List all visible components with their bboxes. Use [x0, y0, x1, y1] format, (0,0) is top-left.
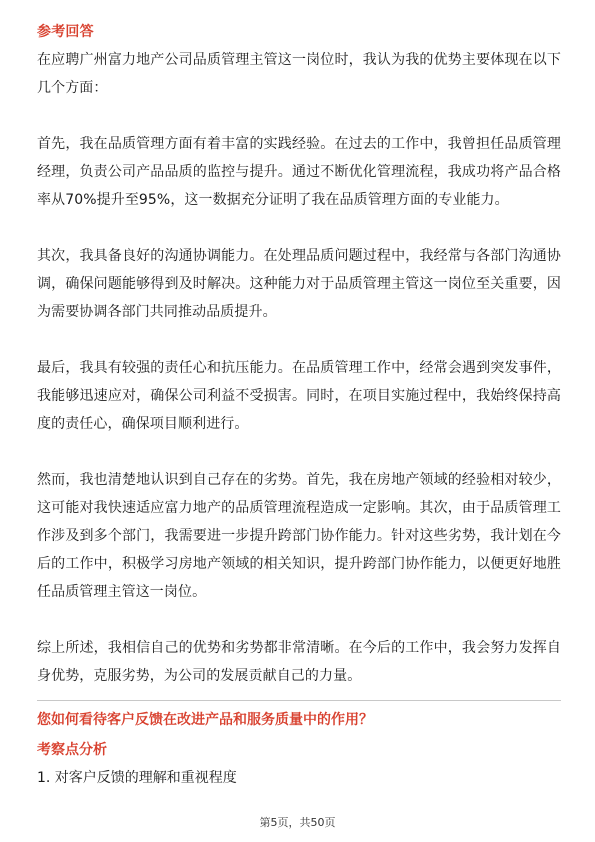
- paragraph-spacer: [37, 606, 561, 634]
- paragraph-spacer: [37, 326, 561, 354]
- strength-experience-paragraph: 首先，我在品质管理方面有着丰富的实践经验。在过去的工作中，我曾担任品质管理经理，负责公司产品品质的监控与提升。通过不断优化管理流程，我成功将产品合格率从70%提升至95%，这一数据充分证明了我在品质管理方面的专业能力。: [37, 136, 561, 208]
- analysis-heading: 考察点分析: [37, 742, 107, 758]
- section-divider: [37, 700, 561, 701]
- analysis-point: 1. 对客户反馈的理解和重视程度: [37, 770, 237, 786]
- summary-paragraph: 综上所述，我相信自己的优势和劣势都非常清晰。在今后的工作中，我会努力发挥自身优势，克服劣势，为公司的发展贡献自己的力量。: [37, 640, 561, 684]
- document-page: [37, 21, 561, 789]
- page-number-footer: 第5页，共50页: [259, 816, 336, 829]
- strength-communication-paragraph: 其次，我具备良好的沟通协调能力。在处理品质问题过程中，我经常与各部门沟通协调，确保问题能够得到及时解决。这种能力对于品质管理主管这一岗位至关重要，因为需要协调各部门共同推动品质提升。: [37, 248, 561, 320]
- next-question-heading: 您如何看待客户反馈在改进产品和服务质量中的作用？: [37, 712, 373, 728]
- paragraph-spacer: [37, 438, 561, 466]
- intro-paragraph: 在应聘广州富力地产公司品质管理主管这一岗位时，我认为我的优势主要体现在以下几个方面：: [37, 52, 561, 96]
- paragraph-spacer: [37, 102, 561, 130]
- strength-responsibility-paragraph: 最后，我具有较强的责任心和抗压能力。在品质管理工作中，经常会遇到突发事件，我能够迅速应对，确保公司利益不受损害。同时，在项目实施过程中，我始终保持高度的责任心，确保项目顺利进行。: [37, 360, 561, 432]
- weakness-paragraph: 然而，我也清楚地认识到自己存在的劣势。首先，我在房地产领域的经验相对较少，这可能对我快速适应富力地产的品质管理流程造成一定影响。其次，由于品质管理工作涉及到多个部门，我需要进一步提升跨部门协作能力。针对这些劣势，我计划在今后的工作中，积极学习房地产领域的相关知识，提升跨部门协作能力，以便更好地胜任品质管理主管这一岗位。: [37, 472, 561, 600]
- reference-answer-heading: 参考回答: [37, 24, 94, 40]
- paragraph-spacer: [37, 214, 561, 242]
